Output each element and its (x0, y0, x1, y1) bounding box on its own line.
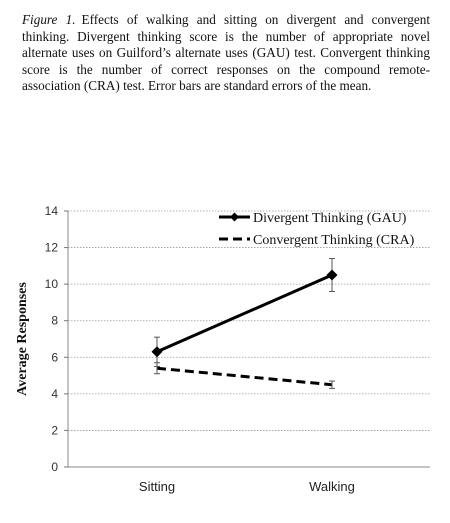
caption-text: Effects of walking and sitting on divergent and convergent thinking. Divergent thinking score is the number of appropriate novel alternate uses on Guilford’s alternate uses (GAU) test. Convergent thinking score is the number of correct responses on the compound remote-association (CRA) test. Error bars are standard errors of the mean. (22, 12, 430, 94)
legend-entry (219, 211, 407, 226)
series-2 (154, 363, 335, 389)
legend-label: Divergent Thinking (GAU) (253, 211, 407, 226)
x-tick-label: Sitting (138, 479, 176, 494)
y-tick-label: 12 (44, 240, 58, 255)
data-point (327, 270, 338, 281)
y-tick-label: 4 (51, 386, 58, 401)
x-tick-label: Walking (309, 479, 355, 494)
y-tick-label: 10 (44, 277, 58, 292)
y-tick-label: 2 (51, 423, 58, 438)
series (152, 259, 338, 389)
y-tick-label: 6 (51, 350, 58, 365)
series-line (157, 275, 332, 352)
series-line (157, 368, 332, 384)
legend-entry (219, 233, 415, 248)
data-point (152, 346, 163, 357)
legend-marker (230, 213, 239, 222)
legend (219, 211, 415, 248)
legend-label: Convergent Thinking (CRA) (253, 233, 415, 248)
series-1 (152, 259, 338, 367)
y-tick-label: 14 (44, 204, 58, 218)
figure-label: Figure 1. (22, 12, 76, 27)
y-axis-label: Average Responses (15, 282, 30, 396)
y-tick-label: 0 (51, 460, 58, 474)
y-tick-label: 8 (51, 313, 58, 328)
